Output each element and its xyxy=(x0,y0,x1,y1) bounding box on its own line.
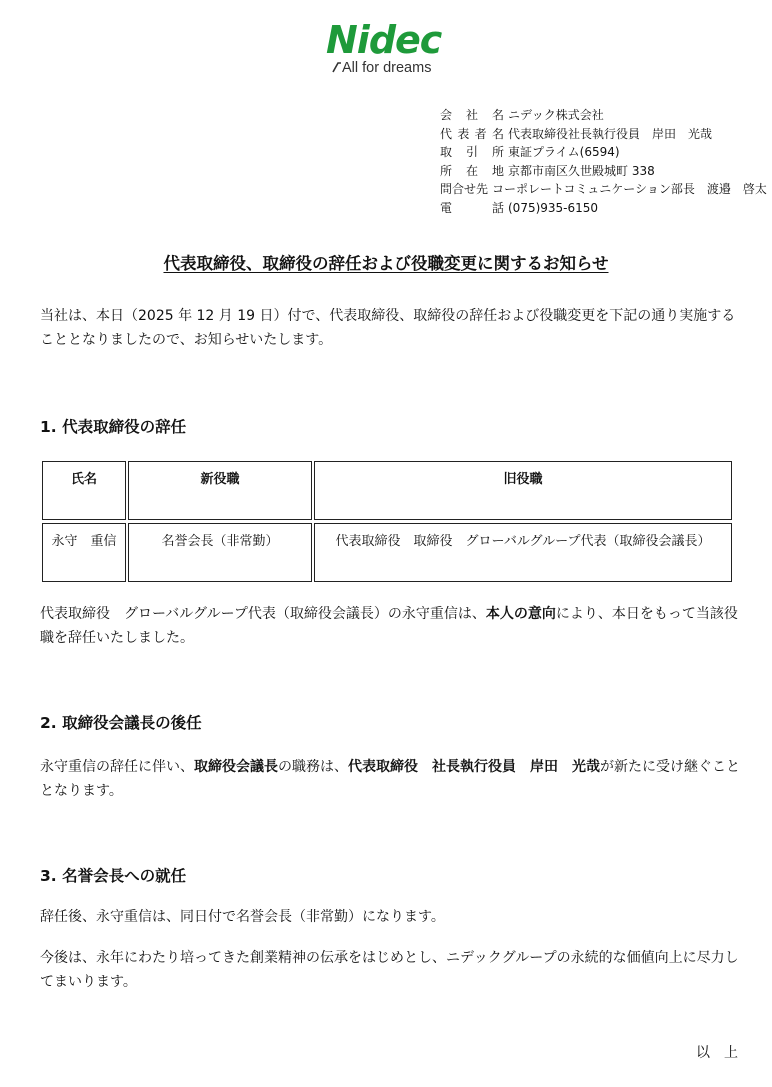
section2-paragraph xyxy=(40,755,740,803)
info-value-representative: 代表取締役社長執行役員 岸田 光哉 xyxy=(508,126,713,141)
table-header-name: 氏名 xyxy=(42,461,126,520)
section1-text-bold: 本人の意向 xyxy=(485,606,556,622)
section1-heading: 1. 代表取締役の辞任 xyxy=(40,418,187,436)
table-cell-new-role: 名誉会長（非常勤） xyxy=(128,523,312,582)
company-info-row xyxy=(440,162,760,181)
section2-heading: 2. 取締役会議長の後任 xyxy=(40,714,202,732)
section2-text-c: が新たに受け継ぐこととなります。 xyxy=(40,759,740,799)
table-cell-old-role: 代表取締役 取締役 グローバルグループ代表（取締役会議長） xyxy=(314,523,732,582)
section1-text-b: により、本日をもって当該役職を辞任いたしました。 xyxy=(40,606,738,646)
table-row xyxy=(42,523,732,582)
document-title-text: 代表取締役、取締役の辞任および役職変更に関するお知らせ xyxy=(163,254,609,273)
nidec-logo xyxy=(326,20,466,84)
section2-text-a: 永守重信の辞任に伴い、 xyxy=(40,759,194,775)
closing-mark: 以 上 xyxy=(696,1045,738,1061)
info-label-exchange: 取引所 xyxy=(440,145,504,159)
section2-bold-b: 代表取締役 社長執行役員 岸田 光哉 xyxy=(348,759,600,775)
table-cell-name: 永守 重信 xyxy=(42,523,126,582)
section3-heading: 3. 名誉会長への就任 xyxy=(40,867,187,885)
info-label-contact: 問合せ先 xyxy=(440,182,489,196)
logo-tagline-text: All for dreams xyxy=(342,60,432,76)
logo-tagline xyxy=(332,60,466,76)
info-label-phone: 電話 xyxy=(440,200,504,215)
intro-paragraph: 当社は、本日（2025 年 12 月 19 日）付で、代表取締役、取締役の辞任および役職変更を下記の通り実施することとなりましたので、お知らせいたします。 xyxy=(40,308,736,348)
company-info xyxy=(440,106,767,217)
document-title xyxy=(0,250,772,274)
info-value-address: 京都市南区久世殿城町 338 xyxy=(508,163,655,178)
info-label-representative: 代表者名 xyxy=(440,126,504,141)
info-value-contact: コーポレートコミュニケーション部長 渡邉 啓太 xyxy=(492,182,767,196)
section2-bold-a: 取締役会議長 xyxy=(194,759,278,775)
section2-text-b: の職務は、 xyxy=(278,759,348,775)
company-info-row xyxy=(440,180,767,199)
table-header-row xyxy=(42,461,732,520)
info-label-company: 会社名 xyxy=(440,108,504,122)
roles-table xyxy=(40,458,734,585)
section1-paragraph xyxy=(40,602,740,650)
section3-paragraph-1: 辞任後、永守重信は、同日付で名誉会長（非常勤）になります。 xyxy=(40,909,445,925)
table-header-old-role: 旧役職 xyxy=(314,461,732,520)
info-label-address: 所在地 xyxy=(440,163,504,178)
company-info-row xyxy=(440,106,760,125)
company-info-row xyxy=(440,199,760,218)
company-info-row xyxy=(440,143,760,162)
logo-wordmark: Nidec xyxy=(326,18,442,62)
section3-paragraph-2: 今後は、永年にわたり培ってきた創業精神の伝承をはじめとし、ニデックグループの永続的な価値向上に尽力してまいります。 xyxy=(40,950,739,990)
section1-text-a: 代表取締役 グローバルグループ代表（取締役会議長）の永守重信は、 xyxy=(40,606,486,622)
company-info-row xyxy=(440,125,760,144)
info-value-phone: (075)935-6150 xyxy=(508,200,599,215)
tagline-swoosh-icon xyxy=(332,61,342,73)
table-header-new-role: 新役職 xyxy=(128,461,312,520)
info-value-company: ニデック株式会社 xyxy=(508,108,604,122)
info-value-exchange: 東証プライム(6594) xyxy=(508,145,620,159)
